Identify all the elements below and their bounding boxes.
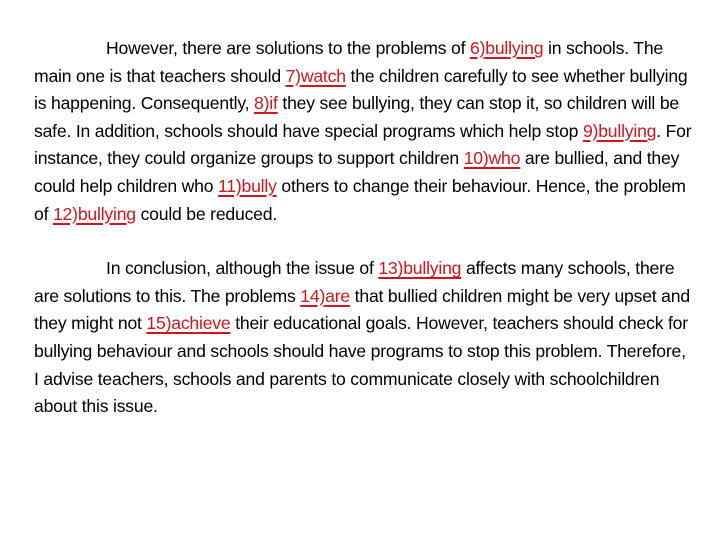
text-segment: others to change their behaviour. Hence, the problem of xyxy=(34,175,686,224)
gap-word: bully xyxy=(241,175,277,196)
gap-number: 12) xyxy=(52,203,78,224)
gap-number: 7) xyxy=(285,65,301,86)
gap-6 xyxy=(470,38,543,58)
text-segment: that bullied children might be very upset and they might not xyxy=(34,285,690,334)
gap-10 xyxy=(464,148,521,168)
text-segment: in schools. The main one is that teachers should xyxy=(34,38,663,86)
gap-word: watch xyxy=(300,65,346,86)
gap-number: 14) xyxy=(300,285,326,306)
text-segment: their educational goals. However, teachers should check for bullying behaviour and schools should have programs to stop this problem. Therefore, I advise teachers, schools and parents to communicate closely with schoolchildren about this issue. xyxy=(34,313,688,417)
gap-word: are xyxy=(325,285,350,306)
gap-number: 15) xyxy=(146,313,172,334)
gap-7 xyxy=(286,66,346,86)
gap-word: bullying xyxy=(77,203,136,224)
gap-9 xyxy=(583,121,656,141)
gap-8 xyxy=(254,93,278,113)
gap-word: achieve xyxy=(171,313,231,334)
gap-number: 6) xyxy=(469,38,486,58)
gap-11 xyxy=(218,176,277,196)
text-segment: they see bullying, they can stop it, so children will be safe. In addition, schools should have special programs which help stop xyxy=(34,93,679,141)
gap-word: bullying xyxy=(485,38,544,58)
gap-number: 8) xyxy=(254,93,270,114)
text-segment: affects many schools, there are solutions to this. The problems xyxy=(34,258,675,306)
gap-14 xyxy=(300,286,350,306)
text-segment: could be reduced. xyxy=(135,203,278,224)
paragraph-1 xyxy=(34,35,694,228)
paragraph-2 xyxy=(34,255,694,421)
text-segment: the children carefully to see whether bullying is happening. Consequently, xyxy=(34,65,688,114)
gap-12 xyxy=(53,204,136,224)
gap-word: bullying xyxy=(403,258,462,279)
gap-word: bullying xyxy=(598,120,657,141)
gap-word: who xyxy=(488,148,521,169)
gap-15 xyxy=(146,313,230,333)
text-segment: . For instance, they could organize groups to support children xyxy=(34,120,692,169)
gap-word: if xyxy=(269,93,278,114)
text-segment: are bullied, and they could help children who xyxy=(34,148,680,196)
gap-number: 10) xyxy=(463,148,489,169)
gap-13 xyxy=(378,258,461,278)
gap-number: 13) xyxy=(378,258,404,279)
text-segment: However, there are solutions to the problems of xyxy=(106,38,470,58)
gap-number: 11) xyxy=(217,175,242,196)
text-segment: In conclusion, although the issue of xyxy=(106,258,379,279)
gap-number: 9) xyxy=(582,120,599,141)
